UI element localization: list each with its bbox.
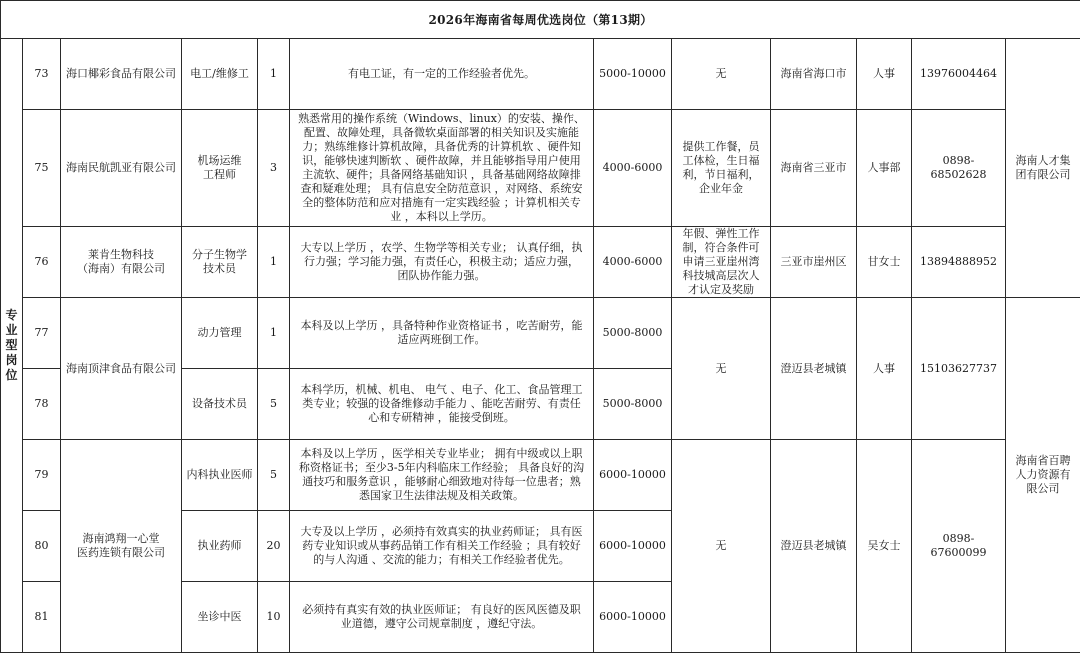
- position-name: 内科执业医师: [182, 440, 258, 511]
- category-label: 专业型岗位: [5, 308, 18, 383]
- salary: 5000-8000: [594, 369, 672, 440]
- contact-phone: 13894888952: [912, 227, 1006, 298]
- position-name: 电工/维修工: [182, 39, 258, 110]
- table-row: [1, 110, 1080, 227]
- requirements: 本科及以上学历 ，具备特种作业资格证书 ，吃苦耐劳，能适应两班倒工作。: [290, 298, 594, 369]
- table-row: [1, 39, 1080, 110]
- row-number: 77: [23, 298, 61, 369]
- contact-person: 人事: [857, 298, 912, 440]
- salary: 6000-10000: [594, 511, 672, 582]
- table-row: [1, 227, 1080, 298]
- row-number: 80: [23, 511, 61, 582]
- salary: 5000-8000: [594, 298, 672, 369]
- benefits: 无: [672, 298, 771, 440]
- row-number: 78: [23, 369, 61, 440]
- company-name: 海南民航凯亚有限公司: [61, 110, 182, 227]
- contact-person: 吴女士: [857, 440, 912, 653]
- position-name: 设备技术员: [182, 369, 258, 440]
- salary: 5000-10000: [594, 39, 672, 110]
- benefits: 无: [672, 39, 771, 110]
- company-name: 莱肯生物科技 （海南）有限公司: [61, 227, 182, 298]
- contact-phone: 0898-67600099: [912, 440, 1006, 653]
- requirements: 熟悉常用的操作系统（Windows、linux）的安装、操作、配置、故障处理，具备微软桌面部署的相关知识及实施能力；熟练维修计算机故障，具备优秀的计算机软 、硬件知识，能够快速判断软 、硬件故障，并且能够指导用户使用主流软、硬件；具备网络基础知识 ，具备基础网络故障排查和疑难处理； 具有信息安全防范意识 ，对网络、系统安全的整体防范和应对措施有一定实践经验 ；计算机相关专业 ，本科以上学历。: [290, 110, 594, 227]
- requirements: 本科学历，机械、机电、 电气 、电子、化工、食品管理工类专业；较强的设备维修动手能力 、能吃苦耐劳、有责任心和专研精神 ，能接受倒班。: [290, 369, 594, 440]
- position-count: 3: [258, 110, 290, 227]
- contact-person: 人事部: [857, 110, 912, 227]
- location: 三亚市崖州区: [771, 227, 857, 298]
- contact-phone: 13976004464: [912, 39, 1006, 110]
- category-cell: [1, 39, 23, 653]
- row-number: 76: [23, 227, 61, 298]
- salary: 6000-10000: [594, 582, 672, 653]
- location: 澄迈县老城镇: [771, 298, 857, 440]
- position-name: 坐诊中医: [182, 582, 258, 653]
- position-name: 机场运维 工程师: [182, 110, 258, 227]
- salary: 4000-6000: [594, 227, 672, 298]
- salary: 4000-6000: [594, 110, 672, 227]
- benefits: 年假、弹性工作 制，符合条件可 申请三亚崖州湾 科技城高层次人 才认定及奖励: [672, 227, 771, 298]
- position-count: 10: [258, 582, 290, 653]
- requirements: 有电工证，有一定的工作经验者优先。: [290, 39, 594, 110]
- position-count: 1: [258, 298, 290, 369]
- requirements: 大专以上学历 ，农学、生物学等相关专业； 认真仔细，执行力强；学习能力强，有责任心，积极主动；适应力强， 团队协作能力强。: [290, 227, 594, 298]
- table-row: [1, 440, 1080, 511]
- benefits: 无: [672, 440, 771, 653]
- row-number: 75: [23, 110, 61, 227]
- position-count: 1: [258, 39, 290, 110]
- contact-person: 甘女士: [857, 227, 912, 298]
- position-count: 5: [258, 440, 290, 511]
- requirements: 本科及以上学历 ，医学相关专业毕业； 拥有中级或以上职称资格证书；至少3-5年内科临床工作经验； 具备良好的沟通技巧和服务意识 ，能够耐心细致地对待每一位患者；熟悉国家卫生法律法规及相关政策。: [290, 440, 594, 511]
- table-row: [1, 298, 1080, 369]
- table-title: 2026年海南省每周优选岗位（第13期）: [1, 1, 1080, 39]
- contact-person: 人事: [857, 39, 912, 110]
- location: 澄迈县老城镇: [771, 440, 857, 653]
- position-count: 5: [258, 369, 290, 440]
- position-name: 分子生物学 技术员: [182, 227, 258, 298]
- company-name: 海口椰彩食品有限公司: [61, 39, 182, 110]
- row-number: 81: [23, 582, 61, 653]
- position-name: 动力管理: [182, 298, 258, 369]
- company-name: 海南鸿翔一心堂 医药连锁有限公司: [61, 440, 182, 653]
- location: 海南省三亚市: [771, 110, 857, 227]
- agency-name: 海南人才集 团有限公司: [1006, 39, 1080, 298]
- requirements: 必须持有真实有效的执业医师证； 有良好的医风医德及职业道德，遵守公司规章制度 ，遵纪守法。: [290, 582, 594, 653]
- position-count: 20: [258, 511, 290, 582]
- contact-phone: 15103627737: [912, 298, 1006, 440]
- row-number: 73: [23, 39, 61, 110]
- benefits: 提供工作餐，员 工体检，生日福 利，节日福利， 企业年金: [672, 110, 771, 227]
- row-number: 79: [23, 440, 61, 511]
- requirements: 大专及以上学历 ，必须持有效真实的执业药师证； 具有医药专业知识或从事药品销工作有相关工作经验 ；具有较好的与人沟通 、交流的能力；有相关工作经验者优先。: [290, 511, 594, 582]
- location: 海南省海口市: [771, 39, 857, 110]
- agency-name: 海南省百聘 人力资源有 限公司: [1006, 298, 1080, 653]
- position-name: 执业药师: [182, 511, 258, 582]
- salary: 6000-10000: [594, 440, 672, 511]
- company-name: 海南顶津食品有限公司: [61, 298, 182, 440]
- position-count: 1: [258, 227, 290, 298]
- contact-phone: 0898-68502628: [912, 110, 1006, 227]
